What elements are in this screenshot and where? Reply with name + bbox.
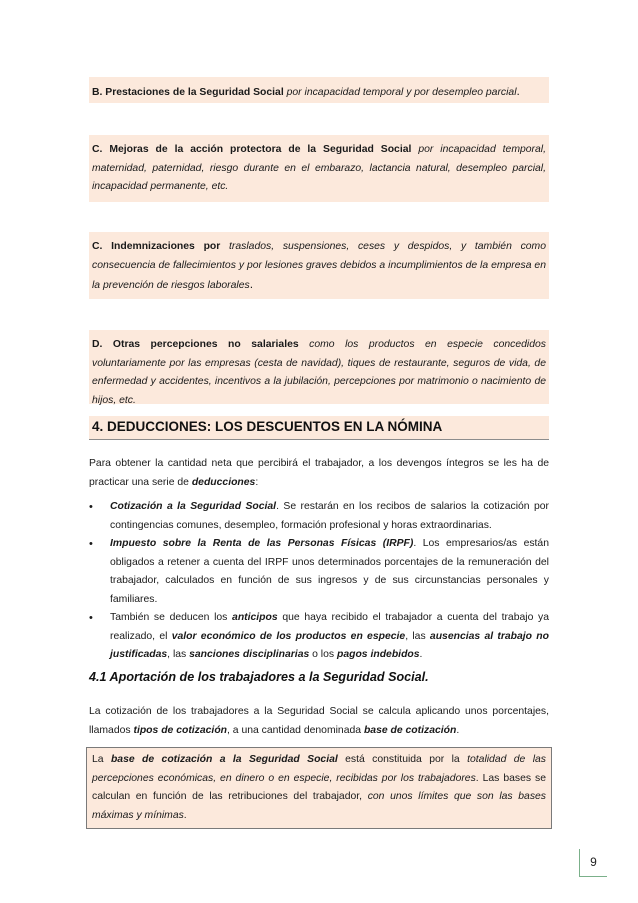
box-text-5: . Las bases se calculan en función de las retribuciones del trabajador, — [92, 772, 546, 802]
definition-box — [86, 747, 552, 829]
block-prestaciones-label: B. Prestaciones de la Seguridad Social — [92, 87, 284, 98]
aport-text-3: . — [456, 724, 460, 736]
item3-ausencias: ausencias al trabajo no justificadas — [110, 630, 549, 660]
box-text-7: . — [183, 809, 187, 821]
base-cotizacion: base de cotización — [363, 724, 457, 736]
intro-text-1: Para obtener la cantidad neta que percibirá el trabajador, a los devengos íntegros se les ha de practicar una serie de — [89, 458, 549, 488]
item3-valor-economico: valor económico de los productos en especie — [171, 630, 406, 642]
block-indemnizaciones — [89, 232, 549, 299]
block-prestaciones — [89, 77, 549, 103]
item3-text-e: , las — [405, 630, 430, 642]
item3-anticipos: anticipos — [232, 612, 278, 623]
item3-text-c: que haya recibido el trabajador a cuenta del trabajo ya realizado, el — [110, 612, 549, 642]
section-4-intro — [89, 455, 549, 492]
deductions-list — [89, 498, 549, 665]
list-item-otros — [89, 609, 549, 665]
list-item-irpf — [89, 535, 549, 609]
box-text-3: está constituida por la — [337, 754, 468, 765]
item2-text: . Los empresarios/as están obligados a retener a cuenta del IRPF unos determinados porcentajes de la remuneración del trabajador, calculados en función de sus ingresos y de sus circunstancias personales y familiares. — [110, 538, 549, 605]
block-mejoras-text: por incapacidad temporal, maternidad, paternidad, riesgo durante en el embarazo, lactancia natural, desempleo parcial, incapacidad permanente, etc. — [92, 144, 546, 192]
page-number: 9 — [579, 849, 607, 877]
block-prestaciones-end: . — [516, 84, 520, 98]
block-indemnizaciones-text: traslados, suspensiones, ceses y despidos, y también como consecuencia de fallecimientos y por lesiones graves debidos a incumplimientos de la empresa en la prevención de riesgos laborales — [92, 241, 546, 291]
aport-text-1: La cotización de los trabajadores a la Seguridad Social se calcula aplicando unos porcentajes, llamados — [89, 706, 549, 736]
box-text-1: La — [92, 754, 111, 765]
block-otras-text: como los productos en especie concedidos voluntariamente por las empresas (cesta de navidad), tiques de restaurante, seguros de vida, de enfermedad y accidentes, incentivos a la jubilación, percepciones por matrimonio o nacimiento de hijos, etc. — [92, 339, 546, 406]
section-4-1-paragraph — [89, 703, 549, 740]
section-4-1-heading: 4.1 Aportación de los trabajadores a la Seguridad Social. — [89, 670, 429, 684]
item3-text-g: , las — [167, 649, 190, 660]
bullet-icon: • — [89, 612, 93, 624]
intro-text-2: : — [255, 476, 259, 488]
bullet-icon: • — [89, 501, 93, 513]
block-mejoras — [89, 135, 549, 202]
aport-text-2: , a una cantidad denominada — [227, 724, 364, 736]
item3-sanciones: sanciones disciplinarias — [189, 649, 310, 660]
block-otras-percepciones — [89, 330, 549, 404]
tipos-cotizacion: tipos de cotización — [133, 724, 228, 736]
block-indemnizaciones-label: C. Indemnizaciones por — [92, 241, 221, 252]
block-mejoras-label: C. Mejoras de la acción protectora de la Seguridad Social — [92, 144, 412, 155]
bullet-icon: • — [89, 538, 93, 550]
item3-text-i: o los — [309, 649, 337, 660]
list-item-cotizacion — [89, 498, 549, 535]
item1-title: Cotización a la Seguridad Social — [110, 501, 277, 512]
box-totalidad: totalidad de las percepciones económicas, en dinero o en especie, recibidas por los trabajadores — [92, 754, 547, 784]
item2-title: Impuesto sobre la Renta de las Personas Físicas (IRPF) — [110, 538, 414, 549]
box-base-cotizacion: base de cotización a la Seguridad Social — [110, 754, 338, 765]
block-prestaciones-text: por incapacidad temporal y por desempleo parcial — [286, 87, 517, 98]
item3-pagos-indebidos: pagos indebidos — [336, 649, 420, 660]
intro-bold: deducciones — [191, 476, 256, 488]
item3-text-a: También se deducen los — [110, 612, 233, 623]
section-4-heading: 4. DEDUCCIONES: LOS DESCUENTOS EN LA NÓMINA — [89, 416, 549, 440]
block-otras-label: D. Otras percepciones no salariales — [92, 339, 299, 350]
box-limites: con unos límites que son las bases máximas y mínimas — [92, 791, 546, 821]
item1-text: . Se restarán en los recibos de salarios la cotización por contingencias comunes, desempleo, formación profesional y horas extraordinarias. — [110, 501, 549, 531]
item3-text-k: . — [419, 649, 423, 660]
block-indemnizaciones-end: . — [249, 277, 254, 291]
